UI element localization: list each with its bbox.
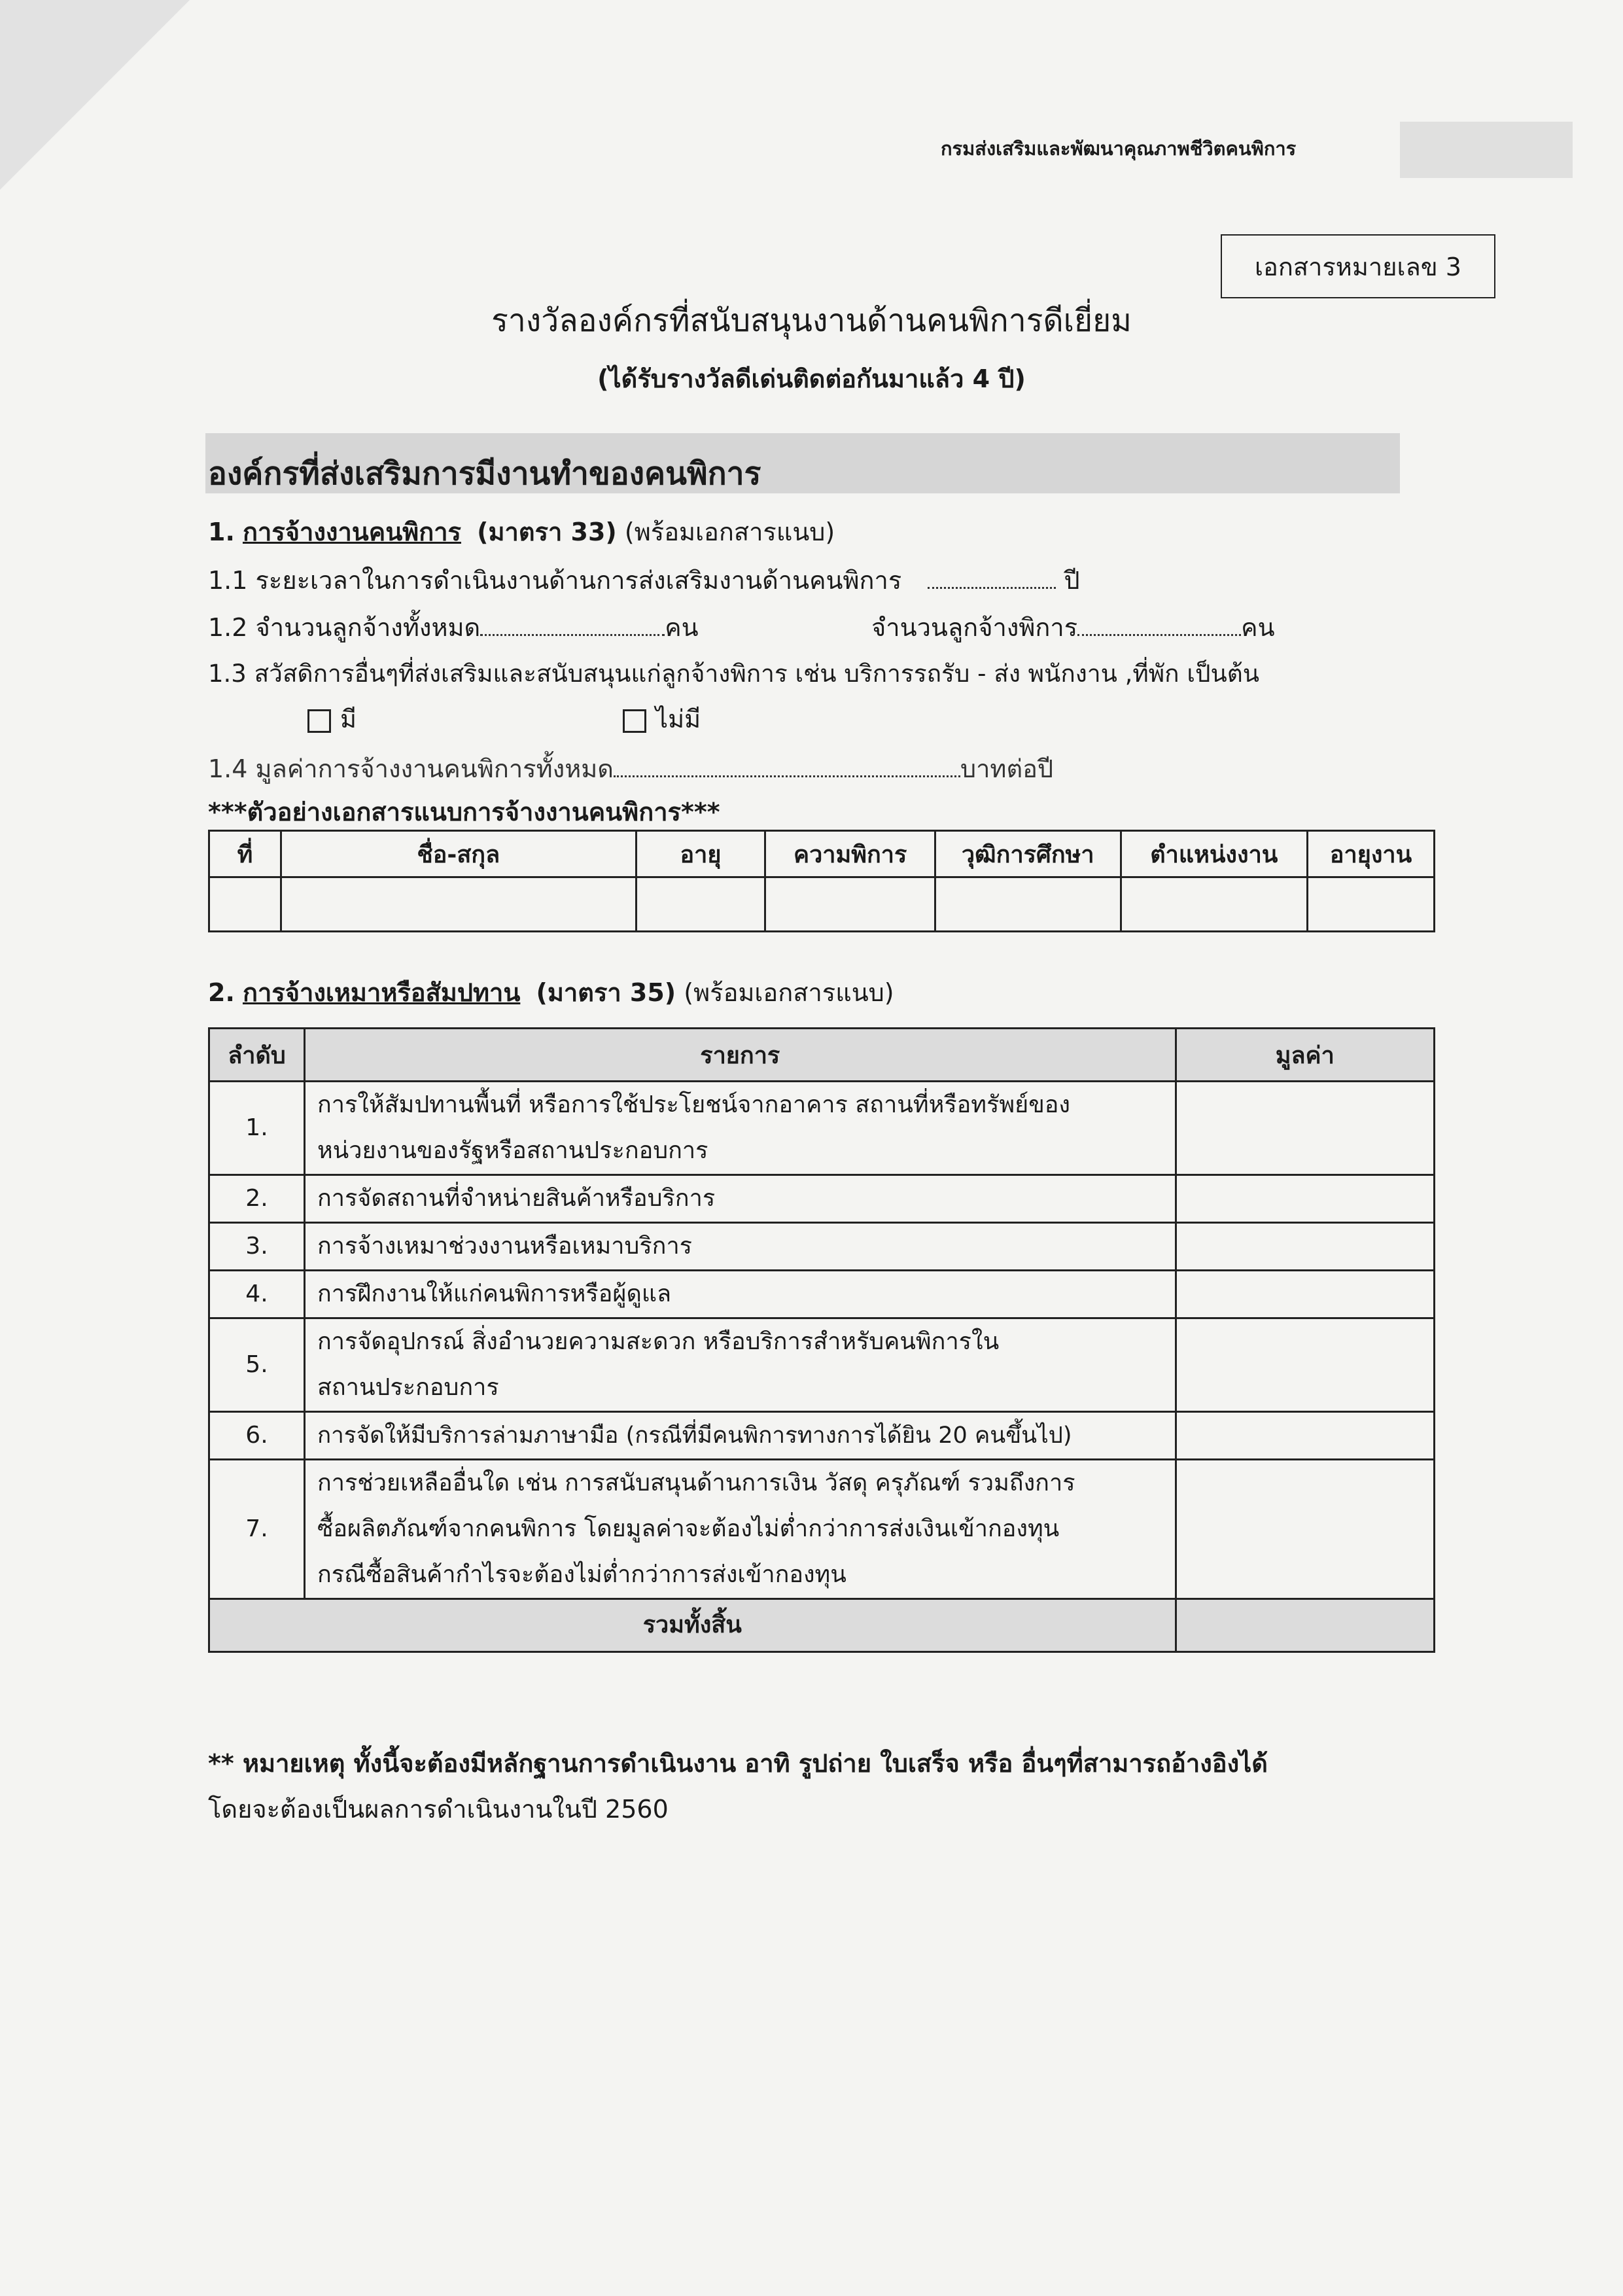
item-1-2b-label: จำนวนลูกจ้างพิการ [871,613,1078,642]
example-note: ***ตัวอย่างเอกสารแนบการจ้างงานคนพิการ*** [208,798,720,826]
item-1-1-blank[interactable] [928,570,1056,589]
option-yes[interactable] [307,699,357,739]
row-text-line: การจัดอุปกรณ์ สิ่งอำนวยความสะดวก หรือบริการสำหรับคนพิการใน [317,1328,1000,1355]
total-value-cell[interactable] [1176,1599,1434,1652]
row-text-line: การจัดสถานที่จำหน่ายสินค้าหรือบริการ [317,1185,716,1212]
item-1-4-label: 1.4 มูลค่าการจ้างงานคนพิการทั้งหมด [208,754,614,783]
total-label: รวมทั้งสิ้น [209,1599,1176,1652]
item-1-2b-unit: คน [1241,613,1275,642]
page-title: รางวัลองค์กรที่สนับสนุนงานด้านคนพิการดีเยี่ยม [491,302,1132,339]
employee-table [208,830,1435,932]
part2-ref: (มาตรา 35) [536,978,676,1007]
option-no-label: ไม่มี [655,705,701,733]
item-1-2a-label: 1.2 จำนวนลูกจ้างทั้งหมด [208,613,481,642]
row-value-cell[interactable] [1176,1082,1434,1175]
row-number: 2. [209,1175,305,1223]
folded-corner [0,0,190,190]
row-value-cell[interactable] [1176,1175,1434,1223]
part1-title: การจ้างงานคนพิการ [242,518,461,546]
item-1-2 [208,607,699,647]
table-row [209,1412,1435,1460]
part2-number: 2. [208,978,235,1007]
item-1-2b [871,607,1275,647]
table-cell[interactable] [1121,877,1308,932]
header-stamp [1400,122,1573,178]
footnote-line: โดยจะต้องเป็นผลการดำเนินงานในปี 2560 [208,1795,669,1824]
row-text-line: การให้สัมปทานพื้นที่ หรือการใช้ประโยชน์จากอาคาร สถานที่หรือทรัพย์ของ [317,1091,1071,1118]
total-row [209,1599,1435,1652]
row-text-line: การจัดให้มีบริการล่ามภาษามือ (กรณีที่มีคนพิการทางการได้ยิน 20 คนขึ้นไป) [317,1422,1072,1449]
row-value-cell[interactable] [1176,1223,1434,1271]
section-heading: องค์กรที่ส่งเสริมการมีงานทำของคนพิการ [208,455,761,492]
row-text-line: กรณีซื้อสินค้ากำไรจะต้องไม่ต่ำกว่าการส่งเข้ากองทุน [317,1561,846,1588]
row-text-line: การฝึกงานให้แก่คนพิการหรือผู้ดูแล [317,1280,672,1307]
concession-col-no: ลำดับ [209,1029,305,1082]
option-no[interactable] [623,699,701,739]
part1-number: 1. [208,518,235,546]
table-row [209,1175,1435,1223]
row-description [304,1175,1176,1223]
concession-table [208,1027,1435,1653]
row-value-cell[interactable] [1176,1412,1434,1460]
table-cell[interactable] [765,877,935,932]
employee-col-age: อายุ [636,831,765,877]
table-row [209,1223,1435,1271]
row-number: 4. [209,1271,305,1318]
employee-col-no: ที่ [209,831,281,877]
item-1-2b-blank[interactable] [1077,617,1241,636]
footnote [208,1740,1268,1832]
row-description [304,1412,1176,1460]
employee-table-header [209,831,1435,877]
table-row [209,1082,1435,1175]
row-value-cell[interactable] [1176,1271,1434,1318]
item-1-2a-blank[interactable] [480,617,665,636]
table-cell[interactable] [636,877,765,932]
header-organization: กรมส่งเสริมและพัฒนาคุณภาพชีวิตคนพิการ [941,137,1297,160]
employee-col-education: วุฒิการศึกษา [935,831,1121,877]
row-value-cell[interactable] [1176,1460,1434,1599]
row-number: 1. [209,1082,305,1175]
part2-heading [208,972,894,1012]
row-text-line: การช่วยเหลืออื่นใด เช่น การสนับสนุนด้านการเงิน วัสดุ ครุภัณฑ์ รวมถึงการ [317,1470,1075,1496]
table-row [209,1271,1435,1318]
row-description [304,1223,1176,1271]
row-text-line: ซื้อผลิตภัณฑ์จากคนพิการ โดยมูลค่าจะต้องไม่ต่ำกว่าการส่งเงินเข้ากองทุน [317,1515,1060,1542]
part2-attach: (พร้อมเอกสารแนบ) [684,978,894,1007]
row-description [304,1460,1176,1599]
employee-col-position: ตำแหน่งงาน [1121,831,1308,877]
option-yes-label: มี [340,705,357,733]
item-1-4 [208,749,1053,788]
table-cell[interactable] [209,877,281,932]
row-value-cell[interactable] [1176,1318,1434,1412]
item-1-3: 1.3 สวัสดิการอื่นๆที่ส่งเสริมและสนับสนุนแก่ลูกจ้างพิการ เช่น บริการรถรับ - ส่ง พนักงาน ,ที่พัก เป็นต้น [208,660,1260,688]
table-row [209,1460,1435,1599]
part2-title: การจ้างเหมาหรือสัมปทาน [242,978,521,1007]
row-number: 6. [209,1412,305,1460]
employee-col-tenure: อายุงาน [1308,831,1435,877]
employee-col-disability: ความพิการ [765,831,935,877]
table-cell[interactable] [935,877,1121,932]
item-1-1 [208,560,1080,600]
part1-attach: (พร้อมเอกสารแนบ) [624,518,835,546]
document-number: เอกสารหมายเลข 3 [1255,252,1461,281]
document-number-box [1221,234,1495,298]
item-1-2a-unit: คน [665,613,699,642]
row-description [304,1082,1176,1175]
part1-heading [208,512,835,552]
concession-col-value: มูลค่า [1176,1029,1434,1082]
item-1-1-label: 1.1 ระยะเวลาในการดำเนินงานด้านการส่งเสริมงานด้านคนพิการ [208,566,902,595]
employee-col-name: ชื่อ-สกุล [281,831,636,877]
part1-ref: (มาตรา 33) [477,518,617,546]
row-number: 5. [209,1318,305,1412]
item-1-4-blank[interactable] [614,758,960,777]
table-row [209,877,1435,932]
checkbox-yes[interactable] [307,709,331,733]
concession-table-header [209,1029,1435,1082]
table-cell[interactable] [281,877,636,932]
item-1-4-unit: บาทต่อปี [960,754,1054,783]
concession-col-item: รายการ [304,1029,1176,1082]
row-number: 7. [209,1460,305,1599]
row-description [304,1271,1176,1318]
page-subtitle: (ได้รับรางวัลดีเด่นติดต่อกันมาแล้ว 4 ปี) [597,364,1026,393]
table-row [209,1318,1435,1412]
checkbox-no[interactable] [623,709,646,733]
row-text-line: การจ้างเหมาช่วงงานหรือเหมาบริการ [317,1233,692,1260]
table-cell[interactable] [1308,877,1435,932]
row-text-line: หน่วยงานของรัฐหรือสถานประกอบการ [317,1137,708,1164]
item-1-1-unit: ปี [1064,566,1080,595]
row-description [304,1318,1176,1412]
row-text-line: สถานประกอบการ [317,1374,499,1401]
row-number: 3. [209,1223,305,1271]
footnote-line: ** หมายเหตุ ทั้งนี้จะต้องมีหลักฐานการดำเนินงาน อาทิ รูปถ่าย ใบเสร็จ หรือ อื่นๆที่สามารถอ้างอิงได้ [208,1749,1268,1778]
